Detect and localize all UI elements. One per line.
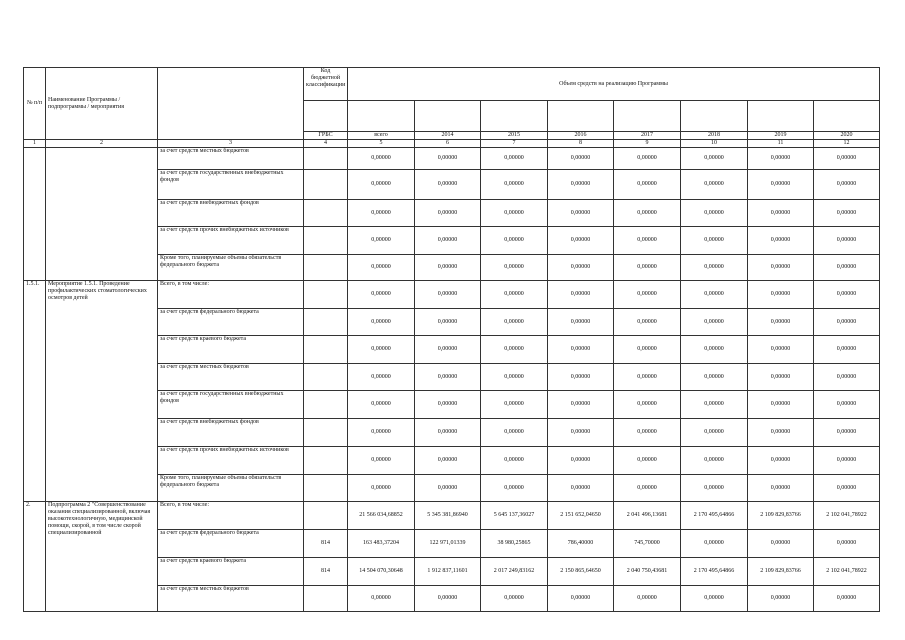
- grbs-code: [304, 281, 348, 309]
- value-year: 0,00000: [415, 170, 481, 200]
- grbs-code: [304, 227, 348, 255]
- value-year: 0,00000: [481, 475, 548, 502]
- header-blank: [348, 101, 415, 132]
- value-total: 0,00000: [348, 336, 415, 364]
- header-blank: [614, 101, 681, 132]
- value-year: 0,00000: [548, 309, 614, 336]
- header-blank: [681, 101, 748, 132]
- funding-source-label: за счет средств государственных внебюджетных фондов: [158, 170, 304, 200]
- grbs-code: [304, 170, 348, 200]
- value-total: 0,00000: [348, 227, 415, 255]
- column-index: 2: [46, 140, 158, 148]
- value-year: 0,00000: [814, 364, 880, 391]
- table-row: [24, 281, 880, 309]
- value-year: 2 151 652,04650: [548, 502, 614, 530]
- value-year: 0,00000: [614, 586, 681, 612]
- funding-source-label: Кроме того, планируемые объемы обязательств федерального бюджета: [158, 475, 304, 502]
- value-year: 0,00000: [614, 227, 681, 255]
- value-year: 2 109 829,83766: [748, 558, 814, 586]
- value-year: 0,00000: [614, 281, 681, 309]
- value-total: 0,00000: [348, 200, 415, 227]
- value-year: 1 912 837,11601: [415, 558, 481, 586]
- value-year: 0,00000: [681, 364, 748, 391]
- funding-source-label: за счет средств местных бюджетов: [158, 364, 304, 391]
- value-year: 0,00000: [548, 170, 614, 200]
- value-year: 2 170 495,64866: [681, 502, 748, 530]
- value-year: 0,00000: [748, 391, 814, 419]
- budget-table-sheet: [23, 67, 879, 612]
- value-year: 0,00000: [481, 309, 548, 336]
- header-blank: [304, 101, 348, 132]
- value-year: 0,00000: [814, 530, 880, 558]
- header-year: 2020: [814, 132, 880, 140]
- value-year: 745,70000: [614, 530, 681, 558]
- header-year: 2016: [548, 132, 614, 140]
- grbs-code: [304, 148, 348, 170]
- value-total: 163 483,37204: [348, 530, 415, 558]
- value-year: 0,00000: [481, 227, 548, 255]
- value-year: 0,00000: [614, 148, 681, 170]
- funding-source-label: Всего, в том числе:: [158, 281, 304, 309]
- value-year: 0,00000: [415, 419, 481, 447]
- value-year: 0,00000: [814, 148, 880, 170]
- value-year: 0,00000: [548, 586, 614, 612]
- funding-source-label: за счет средств внебюджетных фондов: [158, 419, 304, 447]
- value-year: 0,00000: [548, 148, 614, 170]
- column-index: 3: [158, 140, 304, 148]
- value-year: 0,00000: [748, 336, 814, 364]
- funding-source-label: за счет средств прочих внебюджетных источников: [158, 447, 304, 475]
- value-year: 0,00000: [748, 419, 814, 447]
- header-kbk: Код бюджетной классификации: [304, 68, 348, 101]
- value-year: 0,00000: [614, 475, 681, 502]
- program-name: Мероприятие 1.5.1. Проведение профилактических стоматологических осмотров детей: [46, 281, 158, 502]
- value-year: 0,00000: [614, 364, 681, 391]
- value-year: 2 040 750,43681: [614, 558, 681, 586]
- value-year: 0,00000: [548, 475, 614, 502]
- value-year: 0,00000: [415, 309, 481, 336]
- value-year: 0,00000: [481, 391, 548, 419]
- header-blank: [748, 101, 814, 132]
- value-year: 0,00000: [681, 309, 748, 336]
- column-index: 7: [481, 140, 548, 148]
- header-year: 2019: [748, 132, 814, 140]
- funding-source-label: за счет средств местных бюджетов: [158, 586, 304, 612]
- value-total: 0,00000: [348, 148, 415, 170]
- header-volume: Объем средств на реализацию Программы: [348, 68, 880, 101]
- value-year: 0,00000: [748, 200, 814, 227]
- grbs-code: [304, 586, 348, 612]
- grbs-code: [304, 447, 348, 475]
- header-year: 2014: [415, 132, 481, 140]
- value-total: 0,00000: [348, 447, 415, 475]
- value-year: 2 102 041,78922: [814, 558, 880, 586]
- value-year: 0,00000: [415, 281, 481, 309]
- grbs-code: [304, 391, 348, 419]
- value-year: 0,00000: [415, 227, 481, 255]
- header-num: № п/п: [24, 68, 46, 140]
- value-year: 0,00000: [481, 148, 548, 170]
- value-total: 0,00000: [348, 170, 415, 200]
- value-total: 0,00000: [348, 586, 415, 612]
- value-year: 0,00000: [681, 391, 748, 419]
- value-year: 0,00000: [814, 255, 880, 281]
- value-year: 0,00000: [748, 530, 814, 558]
- funding-source-label: Кроме того, планируемые объемы обязательств федерального бюджета: [158, 255, 304, 281]
- value-year: 0,00000: [681, 586, 748, 612]
- value-year: 0,00000: [814, 419, 880, 447]
- header-year: 2018: [681, 132, 748, 140]
- column-index: 5: [348, 140, 415, 148]
- value-year: 0,00000: [481, 170, 548, 200]
- value-year: 0,00000: [548, 336, 614, 364]
- header-blank: [814, 101, 880, 132]
- value-year: 2 170 495,64866: [681, 558, 748, 586]
- program-name: [46, 148, 158, 281]
- value-year: 5 345 381,86940: [415, 502, 481, 530]
- value-year: 0,00000: [415, 364, 481, 391]
- value-year: 0,00000: [748, 447, 814, 475]
- value-year: 0,00000: [681, 447, 748, 475]
- funding-source-label: за счет средств местных бюджетов: [158, 148, 304, 170]
- value-year: 0,00000: [614, 447, 681, 475]
- value-year: 0,00000: [481, 364, 548, 391]
- value-year: 0,00000: [748, 309, 814, 336]
- value-year: 0,00000: [814, 227, 880, 255]
- program-name: Подпрограмма 2 "Совершенствование оказания специализированной, включая высокотехнологичную, медицинской помощи, скорой, в том числе скорой специализированной: [46, 502, 158, 612]
- value-year: 0,00000: [481, 336, 548, 364]
- value-total: 14 504 070,30648: [348, 558, 415, 586]
- grbs-code: 814: [304, 558, 348, 586]
- row-number: [24, 148, 46, 281]
- header-grbs: ГРБС: [304, 132, 348, 140]
- column-index: 12: [814, 140, 880, 148]
- value-year: 0,00000: [814, 391, 880, 419]
- value-year: 0,00000: [748, 475, 814, 502]
- value-year: 2 017 249,83162: [481, 558, 548, 586]
- value-year: 0,00000: [814, 281, 880, 309]
- value-year: 2 150 865,64650: [548, 558, 614, 586]
- value-year: 0,00000: [548, 255, 614, 281]
- value-year: 0,00000: [681, 148, 748, 170]
- value-year: 0,00000: [681, 475, 748, 502]
- value-year: 0,00000: [748, 364, 814, 391]
- value-year: 0,00000: [681, 200, 748, 227]
- value-year: 2 041 496,13681: [614, 502, 681, 530]
- grbs-code: [304, 364, 348, 391]
- value-year: 0,00000: [548, 281, 614, 309]
- header-blank: [481, 101, 548, 132]
- value-total: 21 566 034,68852: [348, 502, 415, 530]
- value-year: 0,00000: [748, 586, 814, 612]
- funding-source-label: за счет средств прочих внебюджетных источников: [158, 227, 304, 255]
- value-year: 0,00000: [481, 281, 548, 309]
- value-year: 0,00000: [415, 391, 481, 419]
- value-year: 0,00000: [748, 148, 814, 170]
- value-year: 0,00000: [614, 419, 681, 447]
- grbs-code: [304, 475, 348, 502]
- value-year: 0,00000: [814, 336, 880, 364]
- value-year: 0,00000: [748, 227, 814, 255]
- value-total: 0,00000: [348, 391, 415, 419]
- value-year: 0,00000: [548, 447, 614, 475]
- grbs-code: [304, 502, 348, 530]
- value-year: 0,00000: [415, 336, 481, 364]
- value-year: 0,00000: [415, 475, 481, 502]
- value-year: 0,00000: [548, 227, 614, 255]
- value-year: 0,00000: [614, 336, 681, 364]
- value-year: 0,00000: [748, 255, 814, 281]
- value-year: 0,00000: [481, 586, 548, 612]
- table-row: [24, 502, 880, 530]
- value-year: 0,00000: [814, 586, 880, 612]
- value-year: 0,00000: [614, 200, 681, 227]
- value-year: 0,00000: [748, 281, 814, 309]
- value-year: 0,00000: [614, 309, 681, 336]
- value-total: 0,00000: [348, 309, 415, 336]
- value-year: 0,00000: [614, 170, 681, 200]
- value-year: 0,00000: [415, 447, 481, 475]
- header-year: 2017: [614, 132, 681, 140]
- value-total: 0,00000: [348, 419, 415, 447]
- grbs-code: [304, 419, 348, 447]
- funding-source-label: за счет средств внебюджетных фондов: [158, 200, 304, 227]
- row-number: 1.5.1.: [24, 281, 46, 502]
- value-year: 0,00000: [415, 200, 481, 227]
- column-index: 4: [304, 140, 348, 148]
- value-year: 0,00000: [415, 255, 481, 281]
- value-year: 0,00000: [814, 309, 880, 336]
- value-year: 2 109 829,83766: [748, 502, 814, 530]
- column-index: 6: [415, 140, 481, 148]
- grbs-code: [304, 200, 348, 227]
- funding-source-label: Всего, в том числе:: [158, 502, 304, 530]
- column-index: 1: [24, 140, 46, 148]
- value-year: 0,00000: [814, 447, 880, 475]
- value-total: 0,00000: [348, 475, 415, 502]
- value-year: 0,00000: [614, 391, 681, 419]
- funding-source-label: за счет средств федерального бюджета: [158, 309, 304, 336]
- header-blank: [548, 101, 614, 132]
- value-year: 0,00000: [681, 170, 748, 200]
- value-year: 0,00000: [681, 336, 748, 364]
- value-year: 0,00000: [681, 227, 748, 255]
- row-number: 2.: [24, 502, 46, 612]
- value-year: 0,00000: [548, 391, 614, 419]
- table-row: [24, 148, 880, 170]
- value-year: 0,00000: [481, 255, 548, 281]
- funding-source-label: за счет средств краевого бюджета: [158, 558, 304, 586]
- grbs-code: [304, 255, 348, 281]
- value-total: 0,00000: [348, 364, 415, 391]
- header-total: всего: [348, 132, 415, 140]
- value-year: 0,00000: [481, 200, 548, 227]
- header-name: Наименование Программы / подпрограммы / мероприятия: [46, 68, 158, 140]
- funding-source-label: за счет средств государственных внебюджетных фондов: [158, 391, 304, 419]
- column-index: 11: [748, 140, 814, 148]
- value-year: 122 971,01339: [415, 530, 481, 558]
- funding-source-label: за счет средств краевого бюджета: [158, 336, 304, 364]
- grbs-code: [304, 336, 348, 364]
- value-year: 0,00000: [814, 170, 880, 200]
- value-year: 0,00000: [548, 364, 614, 391]
- value-year: 0,00000: [814, 475, 880, 502]
- column-index: 9: [614, 140, 681, 148]
- grbs-code: 814: [304, 530, 348, 558]
- value-year: 0,00000: [481, 419, 548, 447]
- value-total: 0,00000: [348, 281, 415, 309]
- grbs-code: [304, 309, 348, 336]
- value-year: 0,00000: [681, 530, 748, 558]
- value-year: 2 102 041,78922: [814, 502, 880, 530]
- value-total: 0,00000: [348, 255, 415, 281]
- value-year: 0,00000: [614, 255, 681, 281]
- column-index: 8: [548, 140, 614, 148]
- header-year: 2015: [481, 132, 548, 140]
- column-index: 10: [681, 140, 748, 148]
- value-year: 0,00000: [681, 419, 748, 447]
- value-year: 0,00000: [481, 447, 548, 475]
- value-year: 38 980,25865: [481, 530, 548, 558]
- value-year: 0,00000: [814, 200, 880, 227]
- value-year: 5 645 137,36027: [481, 502, 548, 530]
- funding-source-label: за счет средств федерального бюджета: [158, 530, 304, 558]
- budget-table: [23, 67, 880, 612]
- value-year: 0,00000: [548, 200, 614, 227]
- header-spacer: [158, 68, 304, 140]
- value-year: 786,40000: [548, 530, 614, 558]
- header-blank: [415, 101, 481, 132]
- value-year: 0,00000: [681, 255, 748, 281]
- value-year: 0,00000: [681, 281, 748, 309]
- value-year: 0,00000: [548, 419, 614, 447]
- value-year: 0,00000: [415, 586, 481, 612]
- value-year: 0,00000: [415, 148, 481, 170]
- value-year: 0,00000: [748, 170, 814, 200]
